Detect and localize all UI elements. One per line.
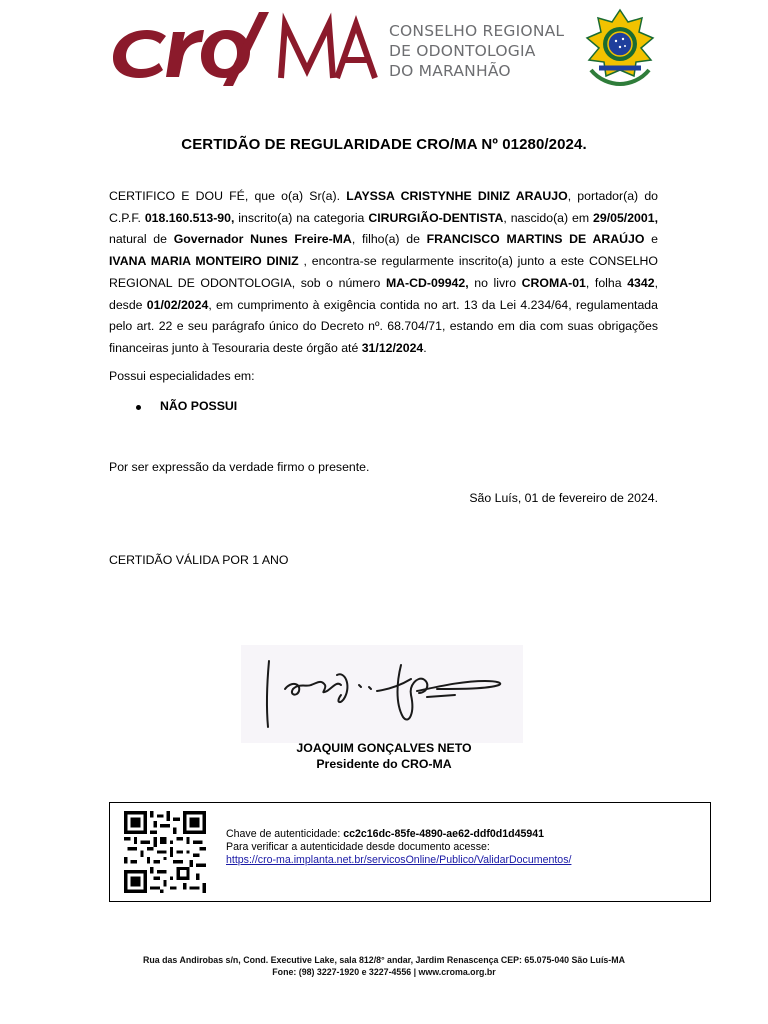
specialties-list (133, 396, 237, 418)
birth-date: 29/05/2001, (593, 210, 658, 225)
category: CIRURGIÃO-DENTISTA (368, 210, 504, 225)
body-text: , portador(a) do C.P.F. (109, 189, 658, 225)
cpf-number: 018.160.513-90, (144, 210, 235, 225)
signature (241, 645, 523, 743)
body-text: , encontra-se regularmente inscrito(a) junto a este CONSELHO REGIONAL DE ODONTOLOGIA, sob o número (109, 254, 658, 290)
signer-title: Presidente do CRO-MA (316, 757, 452, 771)
body-text: , em cumprimento à exigência contida no art. 13 da Lei 4.234/64, regulamentada pelo art. 22 e seu parágrafo único do Decreto nº. 68.704/71, estando em dia com suas obrigações financeiras junto à Tesouraria deste órgão até (109, 297, 658, 355)
verification-instruction: Para verificar a autenticidade desde documento acesse: (226, 841, 490, 853)
signer-name: JOAQUIM GONÇALVES NETO (296, 741, 472, 755)
verification-text (226, 828, 571, 867)
body-text: , desde (109, 275, 658, 312)
page-number: 4342 (627, 275, 655, 290)
valid-until-date: 31/12/2024 (361, 340, 424, 355)
body-text: , nascido(a) em (503, 210, 594, 225)
mother-name: IVANA MARIA MONTEIRO DINIZ (109, 254, 299, 269)
birthplace: Governador Nunes Freire-MA (173, 232, 352, 247)
verification-box (109, 802, 711, 902)
list-item: NÃO POSSUI (133, 396, 237, 418)
specialties-label: Possui especialidades em: (109, 369, 255, 383)
body-text: CERTIFICO E DOU FÉ, que o(a) Sr(a). (109, 189, 347, 203)
holder-name: LAYSSA CRISTYNHE DINIZ ARAUJO (346, 189, 568, 203)
closing-line: Por ser expressão da verdade firmo o presente. (109, 460, 370, 474)
authenticity-key-line (226, 828, 571, 841)
body-text: . (423, 340, 427, 355)
book-number: CROMA-01 (521, 275, 586, 290)
authenticity-key-label: Chave de autenticidade: (226, 828, 344, 840)
org-name-line-1: CONSELHO REGIONAL (389, 22, 565, 40)
verification-link[interactable]: https://cro-ma.implanta.net.br/servicosOnline/Publico/ValidarDocumentos/ (226, 854, 572, 866)
body-text: natural de (109, 232, 174, 247)
qr-code-icon (124, 811, 206, 893)
body-text: e (644, 232, 658, 247)
document-title: CERTIDÃO DE REGULARIDADE CRO/MA Nº 01280/2024. (181, 136, 587, 153)
brazil-coat-of-arms-icon (579, 8, 661, 88)
validity-note: CERTIDÃO VÁLIDA POR 1 ANO (109, 553, 289, 567)
authenticity-key: cc2c16dc-85fe-4890-ae62-ddf0d1d45941 (343, 828, 545, 840)
body-text: , filho(a) de (351, 232, 427, 247)
footer-contact: Fone: (98) 3227-1920 e 3227-4556 | www.croma.org.br (272, 966, 496, 978)
body-text: no livro (468, 275, 522, 290)
body-text: inscrito(a) na categoria (234, 210, 369, 225)
registration-number: MA-CD-09942, (385, 275, 469, 290)
org-name-line-2: DE ODONTOLOGIA (389, 42, 536, 60)
org-name-line-3: DO MARANHÃO (389, 62, 511, 80)
certificate-body (109, 186, 658, 360)
footer (31, 955, 738, 978)
place-date: São Luís, 01 de fevereiro de 2024. (469, 491, 658, 505)
father-name: FRANCISCO MARTINS DE ARAÚJO (426, 232, 645, 247)
cro-ma-logo-icon (109, 8, 379, 88)
body-text: , folha (585, 275, 628, 290)
organization-name (389, 21, 564, 81)
since-date: 01/02/2024 (146, 297, 209, 312)
footer-address: Rua das Andirobas s/n, Cond. Executive Lake, sala 812/8° andar, Jardim Renascença CEP: 65.075-040 São Luís-MA (143, 955, 625, 966)
handwritten-signature-icon (241, 645, 523, 743)
header (109, 8, 669, 88)
